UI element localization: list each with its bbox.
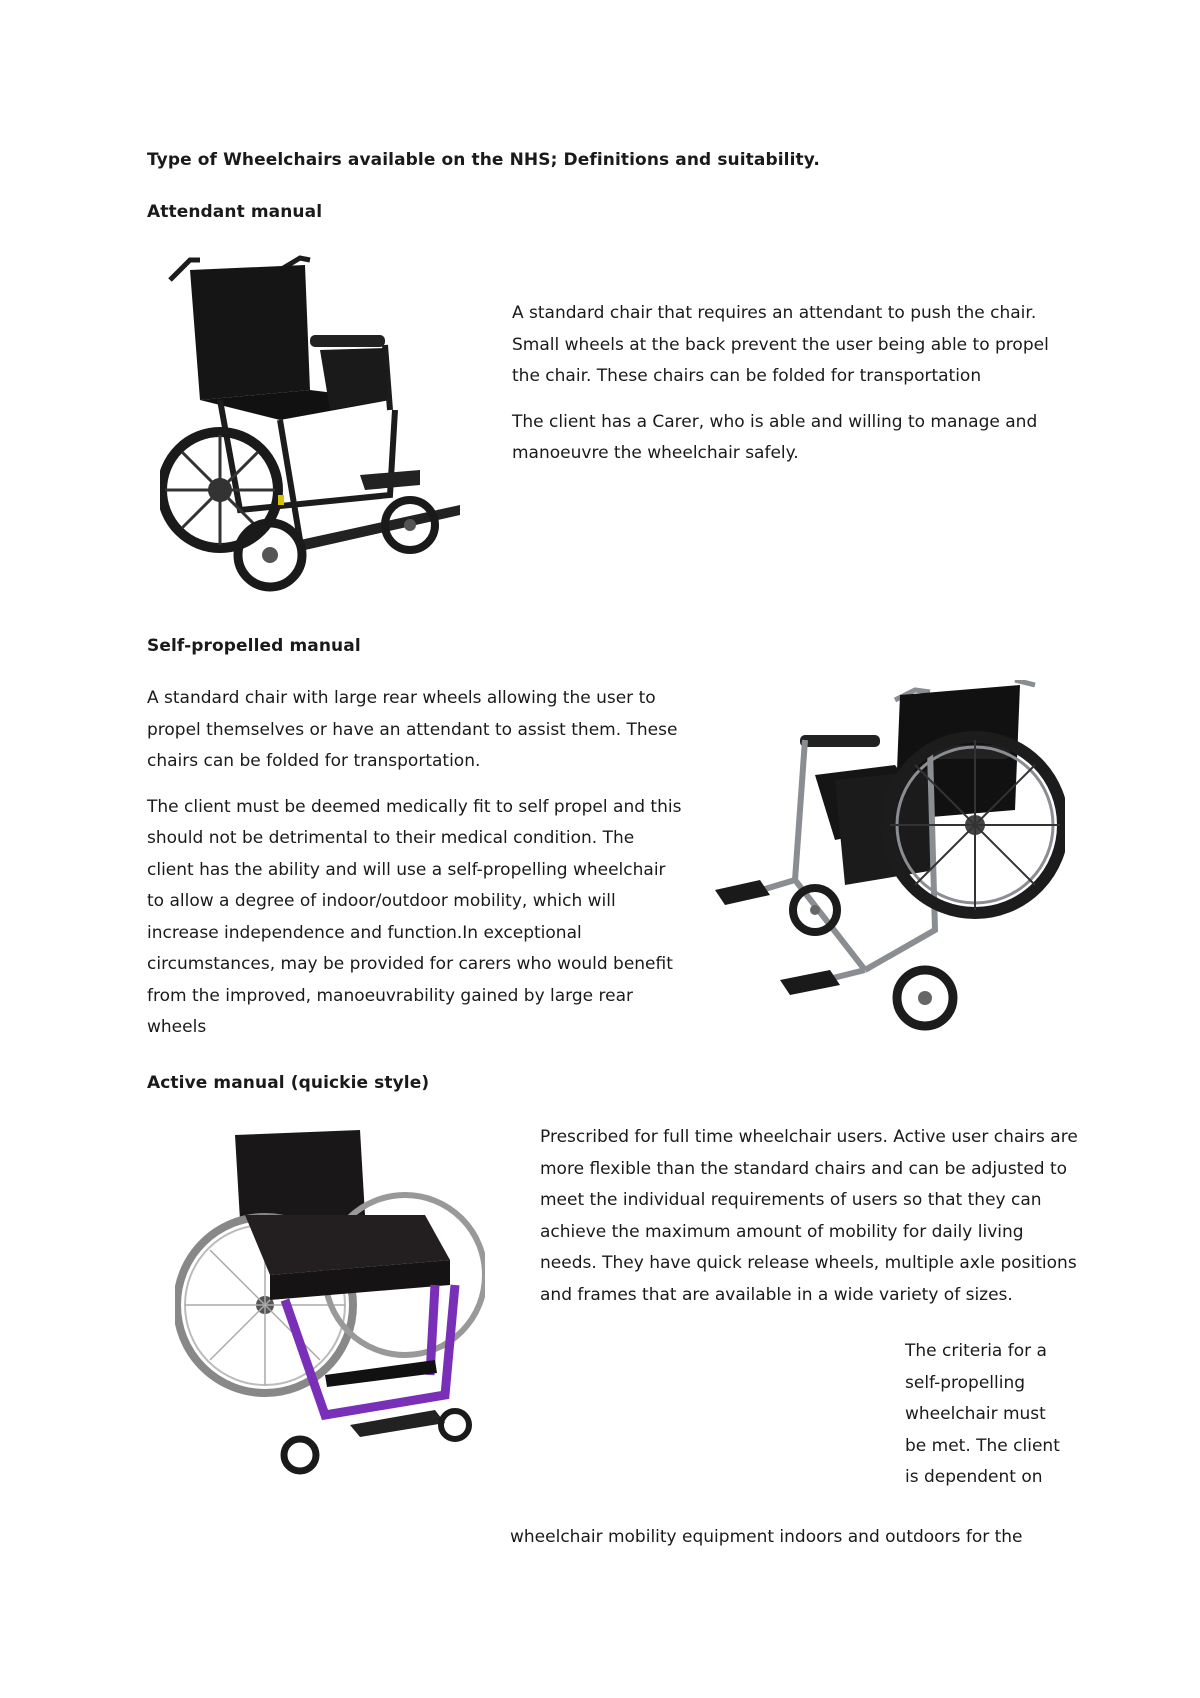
section-heading-active: Active manual (quickie style)	[147, 1073, 430, 1093]
attendant-paragraph-1: A standard chair that requires an attendant to push the chair. Small wheels at the back prevent the user being able to propel the chair. These chairs can be folded for transportation	[512, 303, 1049, 386]
attendant-description	[512, 298, 1072, 470]
active-criteria-column	[905, 1336, 1065, 1494]
active-paragraph-1: Prescribed for full time wheelchair users. Active user chairs are more flexible than the standard chairs and can be adjusted to meet the individual requirements of users so that they can achieve the maximum amount of mobility for daily living needs. They have quick release wheels, multiple axle positions and frames that are available in a wide variety of sizes.	[540, 1127, 1078, 1305]
self-propelled-paragraph-2: The client must be deemed medically fit to self propel and this should not be detrimental to their medical condition. The client has the ability and will use a self-propelling wheelchair to allow a degree of indoor/outdoor mobility, which will increase independence and function.In exceptional circumstances, may be provided for carers who would benefit from the improved, manoeuvrability gained by large rear wheels	[147, 796, 682, 1037]
section-heading-attendant: Attendant manual	[147, 202, 323, 222]
attendant-paragraph-2: The client has a Carer, who is able and willing to manage and manoeuvre the wheelchair safely.	[512, 411, 1038, 463]
section-heading-self-propelled: Self-propelled manual	[147, 636, 361, 656]
self-propelled-paragraph-1: A standard chair with large rear wheels allowing the user to propel themselves or have an attendant to assist them. These chairs can be folded for transportation.	[147, 688, 678, 771]
active-paragraph-3: wheelchair mobility equipment indoors and outdoors for the	[510, 1527, 1023, 1547]
document-title: Type of Wheelchairs available on the NHS; Definitions and suitability.	[147, 150, 820, 170]
active-description	[540, 1122, 1085, 1311]
active-wheelchair-photo	[175, 1125, 485, 1485]
self-propelled-description	[147, 683, 682, 1044]
active-paragraph-2: The criteria for a self-propelling wheelchair must be met. The client is dependent on	[905, 1341, 1060, 1487]
self-propelled-wheelchair-photo	[715, 680, 1065, 1035]
attendant-wheelchair-photo	[160, 250, 500, 595]
active-continuation	[510, 1522, 1090, 1554]
